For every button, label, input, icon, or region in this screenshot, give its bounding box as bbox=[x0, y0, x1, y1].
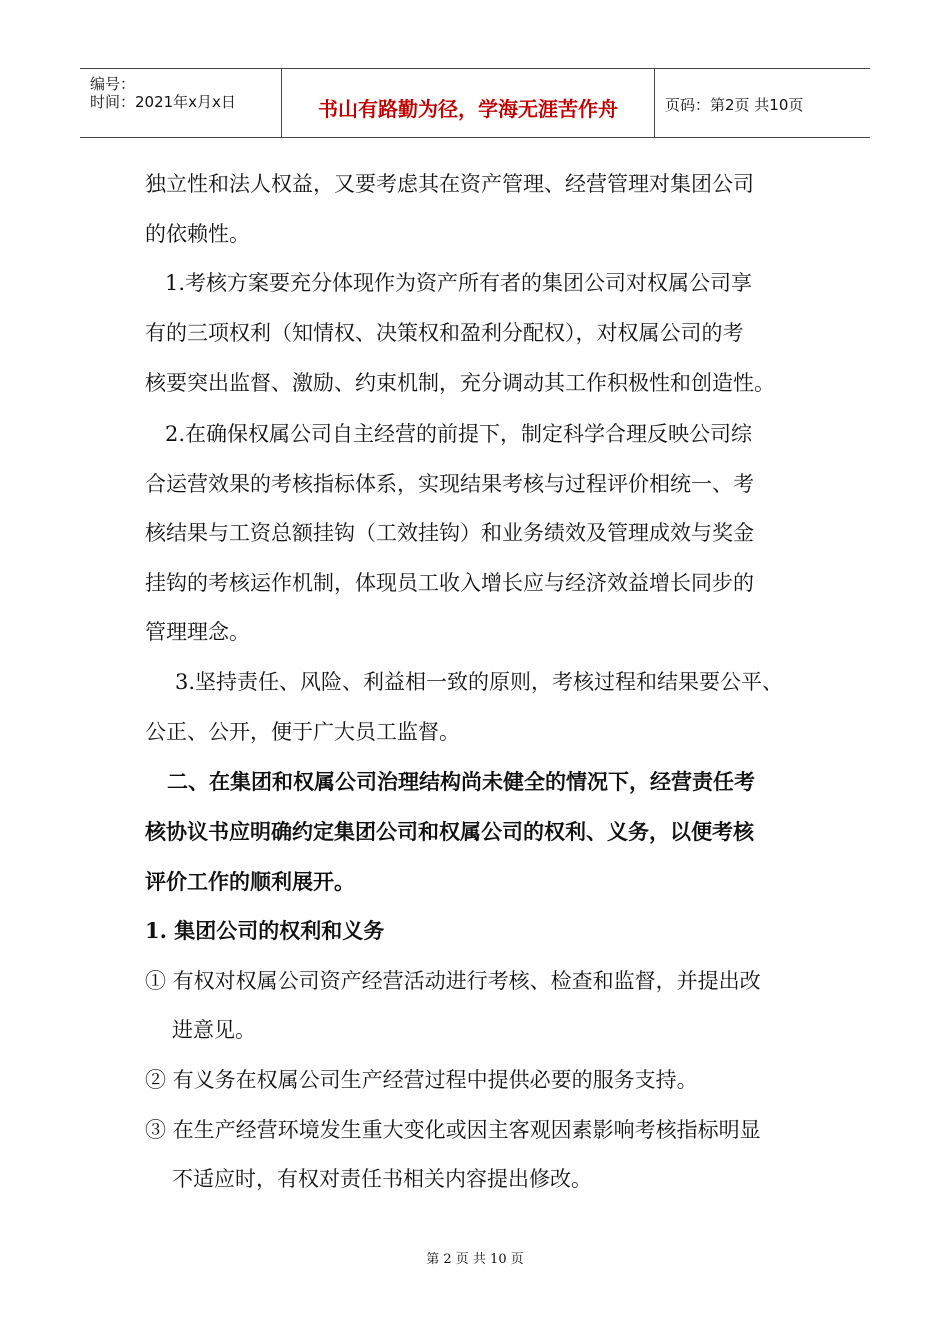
page-header bbox=[80, 68, 870, 138]
body-line: 合运营效果的考核指标体系，实现结果考核与过程评价相统一、考 bbox=[145, 472, 754, 496]
list-item-3: ③ 在生产经营环境发生重大变化或因主客观因素影响考核指标明显 bbox=[145, 1118, 761, 1142]
header-info-cell bbox=[80, 69, 282, 137]
header-page-info: 页码：第2页 共10页 bbox=[665, 96, 804, 114]
body-line: 1.考核方案要充分体现作为资产所有者的集团公司对权属公司享 bbox=[165, 271, 753, 295]
body-line: 2.在确保权属公司自主经营的前提下，制定科学合理反映公司综 bbox=[165, 422, 753, 446]
body-line: 挂钩的考核运作机制，体现员工收入增长应与经济效益增长同步的 bbox=[145, 571, 754, 595]
body-line: 3.坚持责任、风险、利益相一致的原则，考核过程和结果要公平、 bbox=[175, 670, 784, 694]
list-item-3-continued: 不适应时，有权对责任书相关内容提出修改。 bbox=[172, 1167, 592, 1191]
list-item-1-continued: 进意见。 bbox=[172, 1018, 256, 1042]
page-footer: 第 2 页 共 10 页 bbox=[426, 1252, 524, 1267]
body-line: 核要突出监督、激励、约束机制，充分调动其工作积极性和创造性。 bbox=[145, 371, 775, 395]
document-number-label: 编号： bbox=[90, 75, 136, 93]
header-page-cell bbox=[655, 69, 870, 137]
section-heading-line: 核协议书应明确约定集团公司和权属公司的权利、义务，以便考核 bbox=[145, 819, 754, 844]
document-date-label: 时间：2021年x月x日 bbox=[90, 93, 236, 111]
body-line: 核结果与工资总额挂钩（工效挂钩）和业务绩效及管理成效与奖金 bbox=[145, 521, 754, 545]
body-line: 公正、公开，便于广大员工监督。 bbox=[145, 720, 460, 744]
section-heading-line: 二、在集团和权属公司治理结构尚未健全的情况下，经营责任考 bbox=[167, 769, 755, 794]
body-line: 独立性和法人权益，又要考虑其在资产管理、经营管理对集团公司 bbox=[145, 172, 754, 196]
section-heading-line: 评价工作的顺利展开。 bbox=[145, 869, 355, 894]
list-item-2: ② 有义务在权属公司生产经营过程中提供必要的服务支持。 bbox=[145, 1068, 698, 1092]
header-motto-cell bbox=[282, 69, 655, 137]
subsection-heading: 1. 集团公司的权利和义务 bbox=[145, 918, 385, 943]
body-line: 的依赖性。 bbox=[145, 222, 250, 246]
header-motto: 书山有路勤为径，学海无涯苦作舟 bbox=[318, 97, 618, 121]
body-line: 有的三项权利（知情权、决策权和盈利分配权），对权属公司的考 bbox=[145, 321, 744, 345]
list-item-1: ① 有权对权属公司资产经营活动进行考核、检查和监督，并提出改 bbox=[145, 969, 761, 993]
body-line: 管理理念。 bbox=[145, 620, 250, 644]
